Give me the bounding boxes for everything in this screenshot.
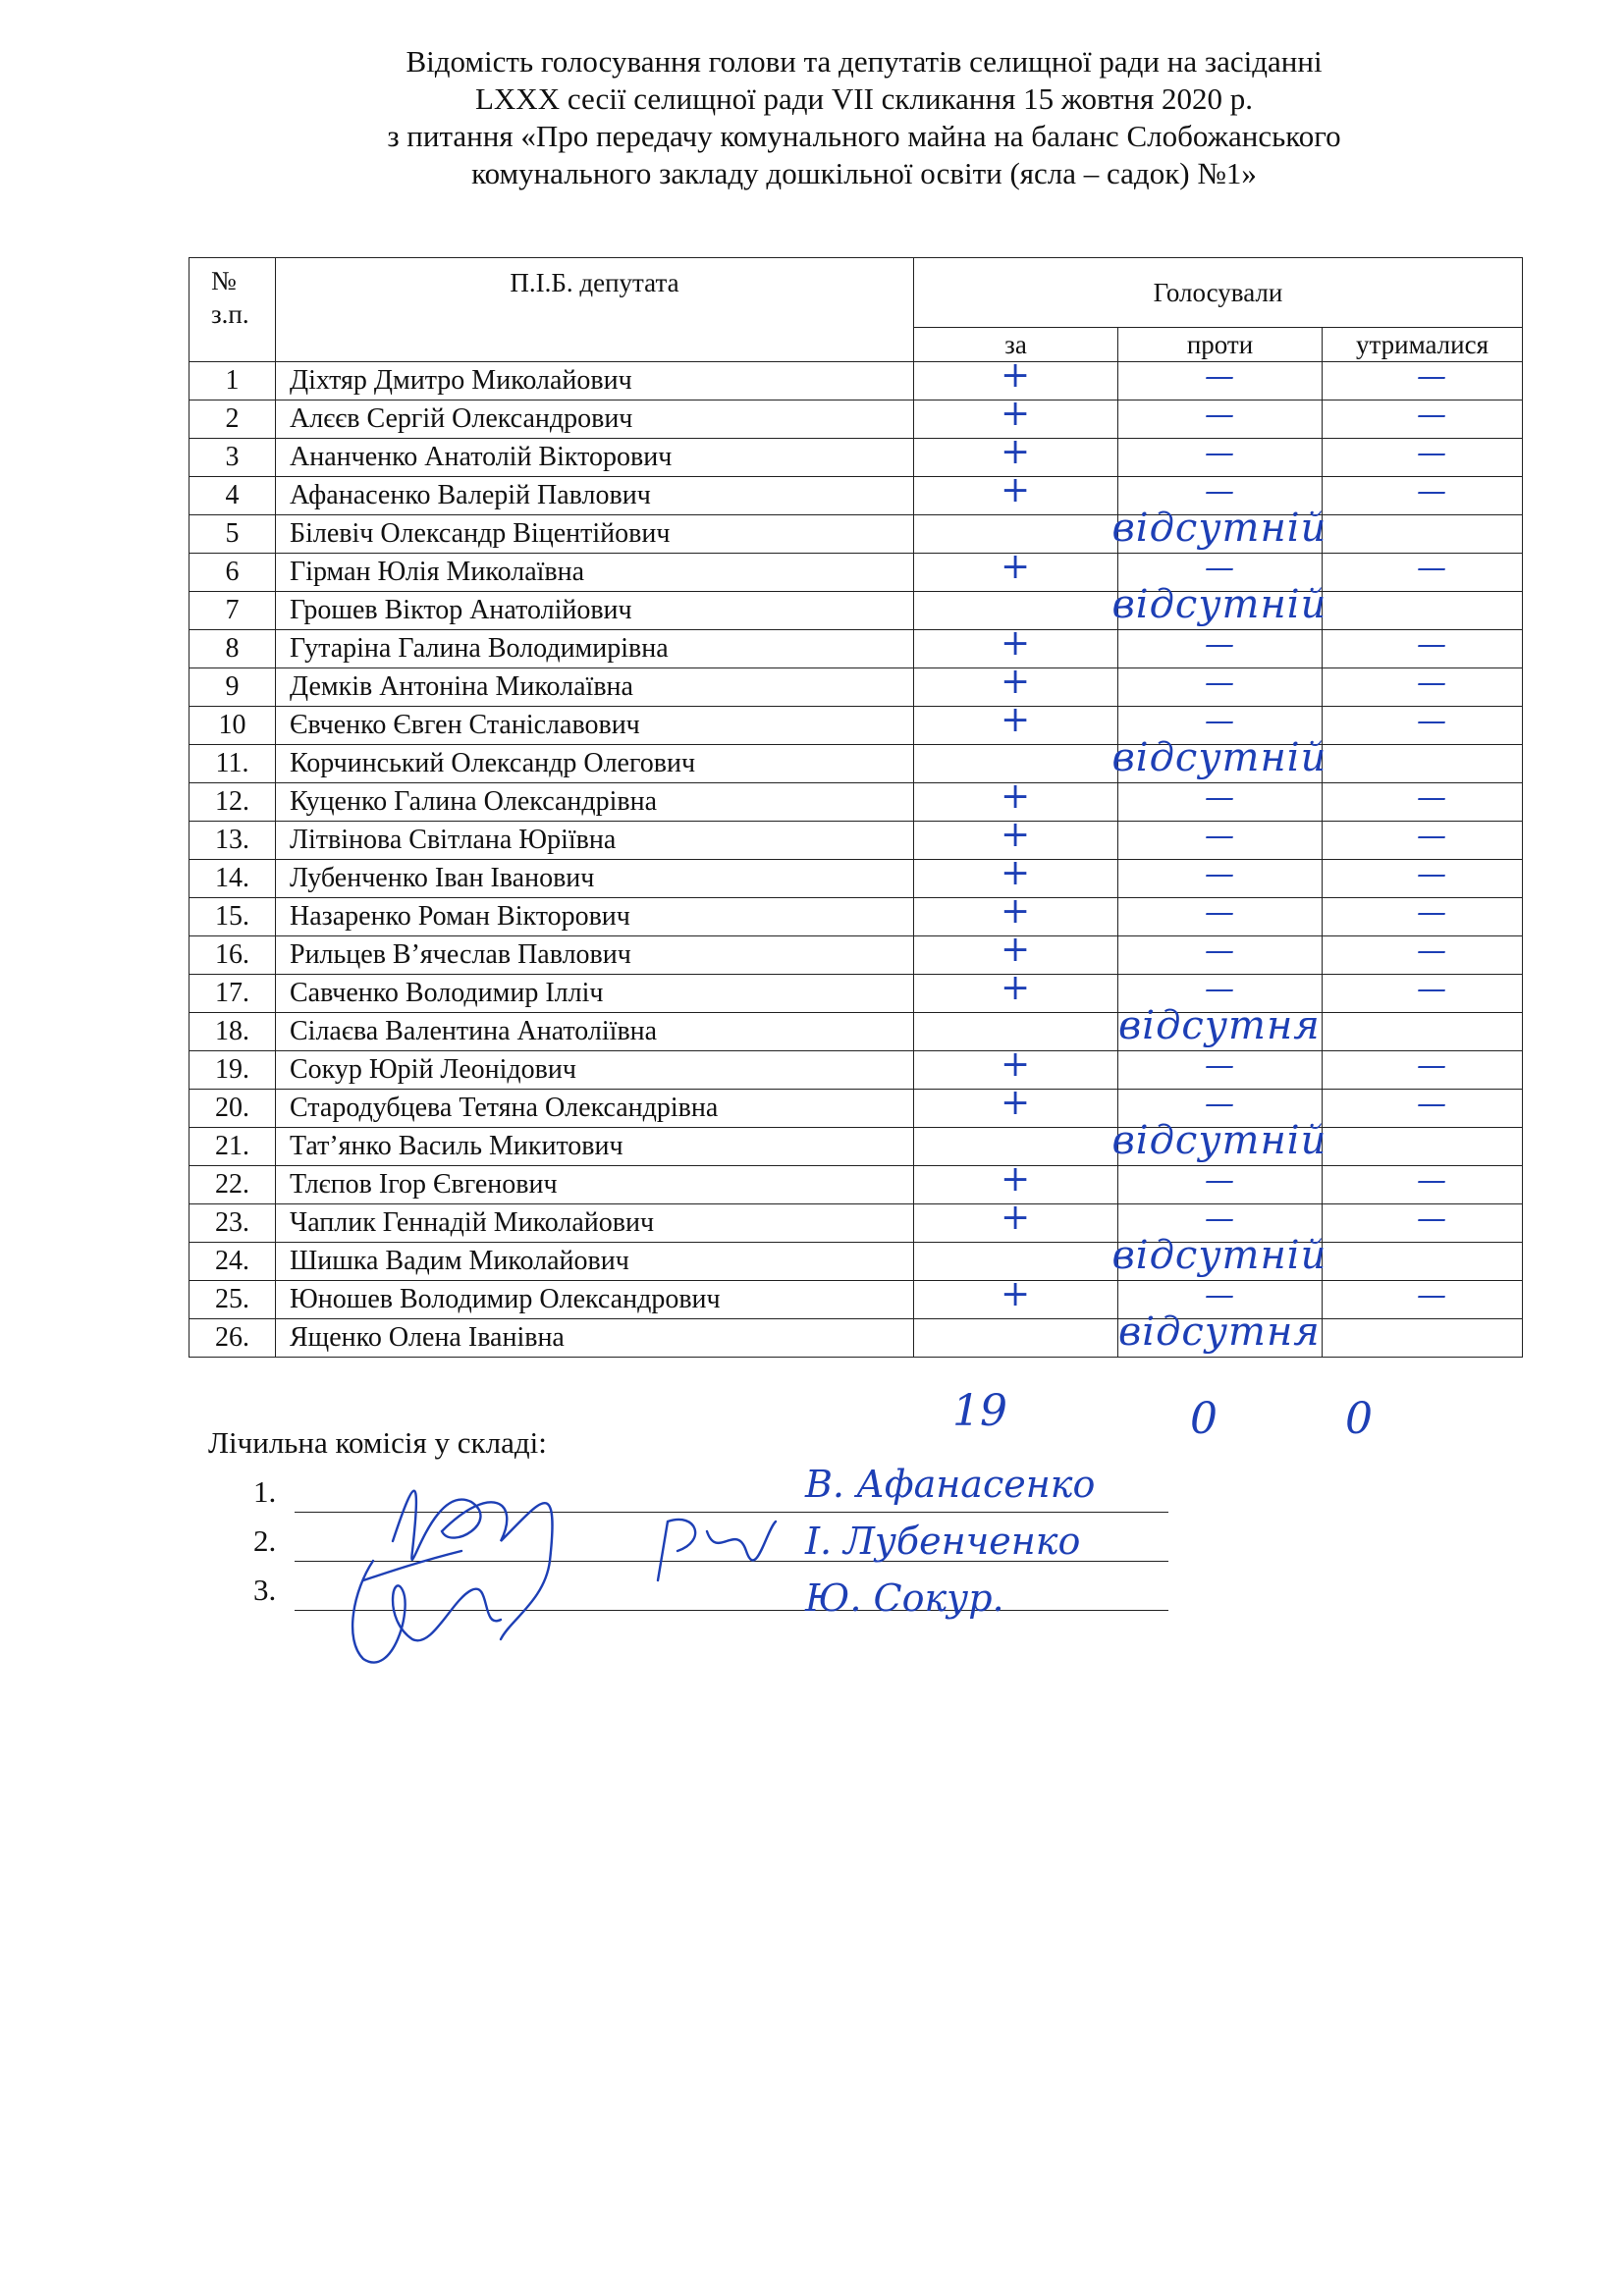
vote-for-mark: + [1001, 1043, 1031, 1085]
deputy-name: Афанасенко Валерій Павлович [276, 477, 914, 515]
deputy-name: Назаренко Роман Вікторович [276, 898, 914, 936]
vote-abstain-cell [1323, 515, 1523, 554]
vote-for-mark: + [1001, 1273, 1031, 1314]
document-title [196, 43, 1532, 192]
table-row [189, 898, 1523, 936]
vote-for-mark: + [1001, 1158, 1031, 1200]
absent-mark: відсутня [1118, 1308, 1321, 1355]
absent-mark: відсутній [1111, 1117, 1327, 1163]
vote-for-mark: + [1001, 1082, 1031, 1123]
vote-for-mark: + [1001, 967, 1031, 1008]
vote-abstain-mark: — [1417, 397, 1446, 432]
deputy-name: Чаплик Геннадій Миколайович [276, 1204, 914, 1243]
table-row [189, 1319, 1523, 1358]
commission-label: Лічильна комісія у складі: [208, 1425, 547, 1460]
vote-abstain-mark: — [1417, 933, 1446, 968]
absent-mark: відсутня [1118, 1002, 1321, 1048]
header-number-line-2: з.п. [211, 299, 249, 329]
row-number: 7 [189, 592, 276, 630]
vote-against-mark: — [1205, 856, 1234, 891]
signed-name-1: В. Афанасенко [805, 1463, 1096, 1506]
table-row [189, 362, 1523, 400]
deputy-name: Стародубцева Тетяна Олександрівна [276, 1090, 914, 1128]
vote-for-mark: + [1001, 431, 1031, 472]
table-row [189, 630, 1523, 668]
vote-against-mark: — [1205, 665, 1234, 700]
header-abstain: утрималися [1323, 328, 1523, 362]
vote-for-mark: + [1001, 622, 1031, 664]
vote-for-mark: + [1001, 1197, 1031, 1238]
row-number: 13. [189, 822, 276, 860]
vote-against-mark: — [1205, 1277, 1234, 1312]
vote-abstain-cell [1323, 1243, 1523, 1281]
vote-for-mark: + [1001, 890, 1031, 932]
vote-for-mark: + [1001, 354, 1031, 396]
row-number: 26. [189, 1319, 276, 1358]
vote-against-mark: — [1205, 397, 1234, 432]
table-row [189, 1166, 1523, 1204]
row-number: 14. [189, 860, 276, 898]
vote-against-mark: — [1205, 358, 1234, 394]
vote-abstain-mark: — [1417, 971, 1446, 1006]
vote-against-mark: — [1205, 435, 1234, 470]
vote-abstain-mark: — [1417, 894, 1446, 930]
absent-mark: відсутній [1111, 734, 1327, 780]
vote-abstain-mark: — [1417, 1162, 1446, 1198]
table-row [189, 668, 1523, 707]
row-number: 18. [189, 1013, 276, 1051]
signed-name-2: І. Лубенченко [805, 1520, 1081, 1563]
vote-against-mark: — [1205, 894, 1234, 930]
deputy-name: Грошев Віктор Анатолійович [276, 592, 914, 630]
row-number: 9 [189, 668, 276, 707]
title-line-2: LXXX сесії селищної ради VII скликання 15 жовтня 2020 р. [474, 81, 1253, 116]
vote-for-mark: + [1001, 814, 1031, 855]
row-number: 6 [189, 554, 276, 592]
vote-abstain-cell [1323, 1319, 1523, 1358]
header-name: П.І.Б. депутата [276, 258, 914, 362]
title-line-4: комунального закладу дошкільної освіти (ясла – садок) №1» [471, 156, 1257, 190]
header-against: проти [1118, 328, 1323, 362]
vote-against-mark: — [1205, 473, 1234, 508]
vote-against-mark: — [1205, 1086, 1234, 1121]
table-row [189, 975, 1523, 1013]
commission-number-3: 3. [253, 1573, 277, 1607]
deputy-name: Діхтяр Дмитро Миколайович [276, 362, 914, 400]
table-row [189, 1051, 1523, 1090]
row-number: 20. [189, 1090, 276, 1128]
vote-against-mark: — [1205, 703, 1234, 738]
vote-abstain-mark: — [1417, 779, 1446, 815]
total-abstain: 0 [1345, 1394, 1373, 1444]
voting-table [189, 257, 1523, 1358]
vote-abstain-cell [1323, 1128, 1523, 1166]
header-voted: Голосували [914, 258, 1523, 328]
table-row [189, 439, 1523, 477]
vote-for-mark: + [1001, 393, 1031, 434]
deputy-name: Юношев Володимир Олександрович [276, 1281, 914, 1319]
deputy-name: Сілаєва Валентина Анатоліївна [276, 1013, 914, 1051]
header-for: за [914, 328, 1118, 362]
row-number: 12. [189, 783, 276, 822]
vote-for-mark: + [1001, 775, 1031, 817]
total-against: 0 [1190, 1394, 1218, 1444]
row-number: 1 [189, 362, 276, 400]
vote-abstain-mark: — [1417, 818, 1446, 853]
vote-abstain-cell [1323, 1013, 1523, 1051]
vote-abstain-mark: — [1417, 550, 1446, 585]
deputy-name: Рильцев В’ячеслав Павлович [276, 936, 914, 975]
vote-abstain-mark: — [1417, 1047, 1446, 1083]
row-number: 8 [189, 630, 276, 668]
row-number: 10 [189, 707, 276, 745]
row-number: 19. [189, 1051, 276, 1090]
absent-mark: відсутній [1111, 1232, 1327, 1278]
deputy-name: Лубенченко Іван Іванович [276, 860, 914, 898]
vote-abstain-mark: — [1417, 1277, 1446, 1312]
vote-for-cell [914, 1319, 1118, 1358]
row-number: 4 [189, 477, 276, 515]
table-row [189, 400, 1523, 439]
vote-for-mark: + [1001, 469, 1031, 510]
absent-mark: відсутній [1111, 505, 1327, 551]
vote-abstain-cell [1323, 592, 1523, 630]
vote-for-mark: + [1001, 661, 1031, 702]
signed-name-3: Ю. Сокур. [805, 1576, 1004, 1620]
vote-abstain-mark: — [1417, 473, 1446, 508]
deputy-name: Сокур Юрій Леонідович [276, 1051, 914, 1090]
vote-for-mark: + [1001, 852, 1031, 893]
table-row [189, 1013, 1523, 1051]
vote-against-mark: — [1205, 1047, 1234, 1083]
commission-number-2: 2. [253, 1523, 277, 1558]
table-row [189, 936, 1523, 975]
deputy-name: Куценко Галина Олександрівна [276, 783, 914, 822]
table-row [189, 1281, 1523, 1319]
vote-abstain-mark: — [1417, 626, 1446, 662]
deputy-name: Алєєв Сергій Олександрович [276, 400, 914, 439]
vote-against-mark: — [1205, 818, 1234, 853]
deputy-name: Шишка Вадим Миколайович [276, 1243, 914, 1281]
vote-abstain-mark: — [1417, 1201, 1446, 1236]
deputy-name: Гутаріна Галина Володимирівна [276, 630, 914, 668]
row-number: 24. [189, 1243, 276, 1281]
vote-against-mark: — [1205, 933, 1234, 968]
row-number: 11. [189, 745, 276, 783]
deputy-name: Євченко Євген Станіславович [276, 707, 914, 745]
deputy-name: Корчинський Олександр Олегович [276, 745, 914, 783]
deputy-name: Демків Антоніна Миколаївна [276, 668, 914, 707]
vote-abstain-mark: — [1417, 358, 1446, 394]
table-row [189, 822, 1523, 860]
row-number: 23. [189, 1204, 276, 1243]
vote-abstain-mark: — [1417, 703, 1446, 738]
row-number: 2 [189, 400, 276, 439]
title-line-3: з питання «Про передачу комунального майна на баланс Слобожанського [387, 119, 1341, 153]
deputy-name: Тлєпов Ігор Євгенович [276, 1166, 914, 1204]
deputy-name: Білевіч Олександр Віцентійович [276, 515, 914, 554]
signature-scribble-2 [324, 1531, 540, 1708]
row-number: 5 [189, 515, 276, 554]
table-row [189, 783, 1523, 822]
deputy-name: Літвінова Світлана Юріївна [276, 822, 914, 860]
vote-against-mark: — [1205, 779, 1234, 815]
vote-against-mark: — [1205, 626, 1234, 662]
vote-abstain-mark: — [1417, 665, 1446, 700]
signature-scribble-3 [648, 1502, 785, 1600]
vote-abstain-cell [1323, 745, 1523, 783]
absent-mark: відсутній [1111, 581, 1327, 627]
row-number: 3 [189, 439, 276, 477]
vote-abstain-mark: — [1417, 856, 1446, 891]
vote-against-mark: — [1205, 550, 1234, 585]
vote-against-mark: — [1205, 971, 1234, 1006]
vote-against-mark: — [1205, 1201, 1234, 1236]
title-line-1: Відомість голосування голови та депутатів селищної ради на засіданні [406, 44, 1323, 79]
deputy-name: Тат’янко Василь Микитович [276, 1128, 914, 1166]
deputy-name: Ященко Олена Іванівна [276, 1319, 914, 1358]
vote-abstain-mark: — [1417, 1086, 1446, 1121]
vote-for-mark: + [1001, 546, 1031, 587]
row-number: 16. [189, 936, 276, 975]
row-number: 22. [189, 1166, 276, 1204]
row-number: 25. [189, 1281, 276, 1319]
row-number: 17. [189, 975, 276, 1013]
deputy-name: Ананченко Анатолій Вікторович [276, 439, 914, 477]
vote-for-mark: + [1001, 699, 1031, 740]
deputy-name: Гірман Юлія Миколаївна [276, 554, 914, 592]
commission-number-1: 1. [253, 1474, 277, 1509]
header-number [189, 258, 276, 362]
vote-abstain-mark: — [1417, 435, 1446, 470]
row-number: 15. [189, 898, 276, 936]
vote-for-mark: + [1001, 929, 1031, 970]
vote-against-mark: — [1205, 1162, 1234, 1198]
table-row [189, 860, 1523, 898]
header-number-line-1: № [211, 266, 237, 295]
total-for: 19 [952, 1386, 1007, 1436]
deputy-name: Савченко Володимир Ілліч [276, 975, 914, 1013]
row-number: 21. [189, 1128, 276, 1166]
